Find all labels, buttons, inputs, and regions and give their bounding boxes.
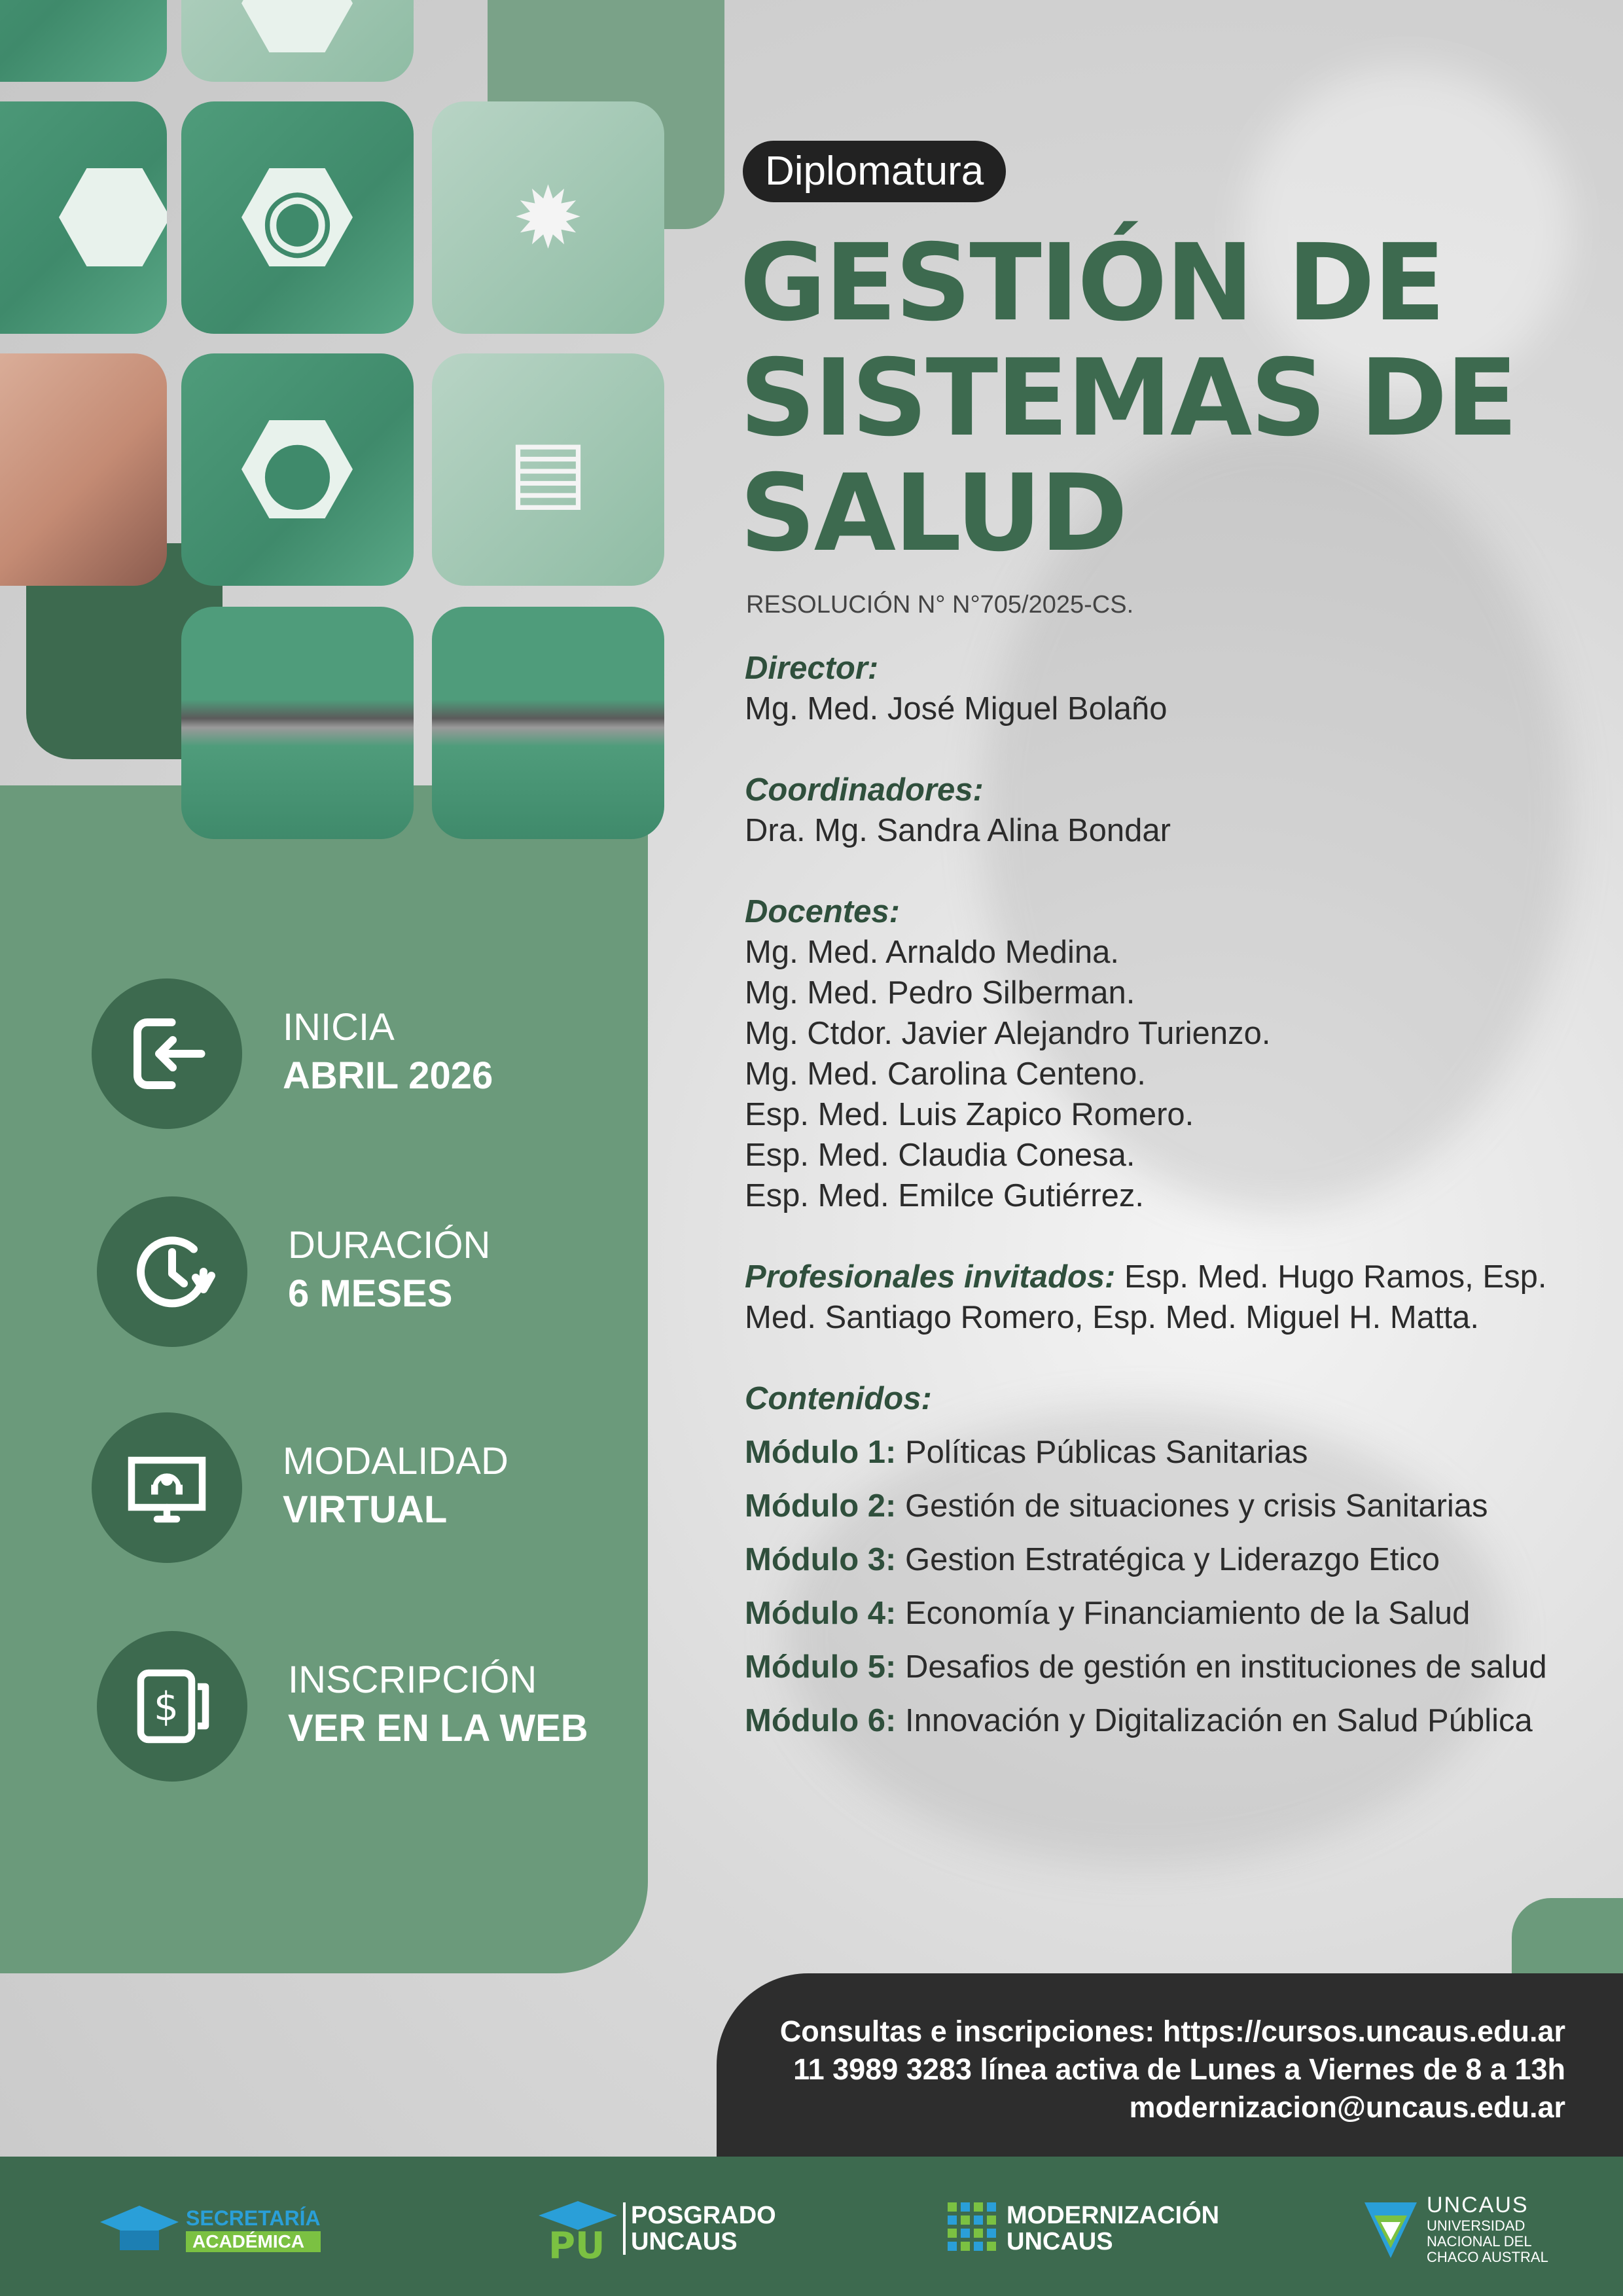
feature-label: INSCRIPCIÓN <box>288 1659 537 1701</box>
director-block <box>745 648 1589 729</box>
module-item <box>745 1486 1589 1526</box>
clock-icon <box>97 1196 247 1347</box>
contact-email[interactable]: modernizacion@uncaus.edu.ar <box>1129 2090 1565 2124</box>
left-green-panel <box>0 785 648 1973</box>
module-name: Módulo 3: <box>745 1542 897 1577</box>
uncaus-emblem-icon <box>1361 2196 1420 2261</box>
title-line: GESTIÓN DE <box>740 222 1444 345</box>
contact-line: 11 3989 3283 línea activa de Lunes a Viernes de 8 a 13h <box>793 2053 1565 2086</box>
docente-name: Mg. Ctdor. Javier Alejandro Turienzo. <box>745 1016 1271 1051</box>
image-tile <box>0 101 167 334</box>
course-info <box>745 648 1589 1754</box>
module-text: Innovación y Digitalización en Salud Pública <box>896 1703 1533 1738</box>
logo-text: POSGRADO <box>631 2202 776 2229</box>
svg-text:$: $ <box>153 1684 179 1730</box>
invitados-text: Esp. Med. Hugo Ramos, Esp. Med. Santiago Romero, Esp. Med. Miguel H. Matta. <box>745 1259 1547 1335</box>
person-icon-tile <box>181 353 414 586</box>
page-title <box>740 222 1577 575</box>
secretaria-academica-logo <box>97 2196 321 2261</box>
feature-label: DURACIÓN <box>288 1224 491 1266</box>
module-name: Módulo 1: <box>745 1435 897 1470</box>
feature-duracion <box>97 1196 633 1347</box>
document-icon-tile <box>432 353 664 586</box>
logo-text: CHACO AUSTRAL <box>1427 2248 1548 2265</box>
docente-name: Esp. Med. Claudia Conesa. <box>745 1138 1135 1173</box>
hand-image-tile <box>0 353 167 586</box>
logo-text: UNCAUS <box>1427 2192 1529 2217</box>
docente-name: Mg. Med. Arnaldo Medina. <box>745 935 1119 970</box>
module-item <box>745 1432 1589 1473</box>
module-name: Módulo 4: <box>745 1596 897 1631</box>
coordinadores-label: Coordinadores: <box>745 772 984 808</box>
module-item <box>745 1539 1589 1580</box>
feature-value: 6 MESES <box>288 1272 453 1315</box>
feature-value: VER EN LA WEB <box>288 1707 588 1749</box>
resolution-text: RESOLUCIÓN N° N°705/2025-CS. <box>746 591 1134 619</box>
feature-modalidad <box>92 1412 628 1563</box>
coordinadores-block <box>745 770 1589 851</box>
module-text: Desafios de gestión en instituciones de salud <box>896 1649 1547 1685</box>
invitados-label: Profesionales invitados: <box>745 1259 1116 1295</box>
module-item <box>745 1647 1589 1687</box>
logo-text: UNCAUS <box>1007 2228 1113 2255</box>
feature-value: VIRTUAL <box>283 1488 448 1531</box>
module-name: Módulo 2: <box>745 1488 897 1524</box>
module-name: Módulo 5: <box>745 1649 897 1685</box>
director-name: Mg. Med. José Miguel Bolaño <box>745 691 1168 726</box>
monitor-headset-icon <box>92 1412 242 1563</box>
phone-image-tile <box>181 607 414 839</box>
document-icon: ▤ <box>508 420 588 520</box>
module-name: Módulo 6: <box>745 1703 897 1738</box>
login-icon <box>92 978 242 1129</box>
module-text: Gestión de situaciones y crisis Sanitarias <box>896 1488 1488 1524</box>
diplomatura-badge: Diplomatura <box>743 141 1006 202</box>
posgrado-uncaus-logo <box>535 2196 776 2261</box>
virus-icon-tile <box>432 101 664 334</box>
invitados-block <box>745 1257 1589 1338</box>
image-tile <box>181 0 414 82</box>
svg-text:PU: PU <box>548 2225 605 2261</box>
docente-name: Mg. Med. Carolina Centeno. <box>745 1056 1146 1092</box>
module-text: Economía y Financiamiento de la Salud <box>896 1596 1471 1631</box>
graduation-cap-icon <box>97 2199 182 2258</box>
feature-inscripcion <box>97 1631 633 1782</box>
logo-text: ACADÉMICA <box>186 2231 321 2252</box>
feature-inicia <box>92 978 628 1129</box>
module-text: Políticas Públicas Sanitarias <box>896 1435 1308 1470</box>
module-item <box>745 1700 1589 1741</box>
payment-icon <box>97 1631 247 1782</box>
feature-label: INICIA <box>283 1006 395 1049</box>
contenidos-block <box>745 1378 1589 1741</box>
docentes-block <box>745 891 1589 1216</box>
docente-name: Esp. Med. Emilce Gutiérrez. <box>745 1178 1144 1213</box>
logo-text: UNIVERSIDAD <box>1427 2217 1525 2234</box>
logo-text: NACIONAL DEL <box>1427 2233 1532 2250</box>
title-line: SISTEMAS DE <box>740 337 1516 460</box>
director-label: Director: <box>745 651 879 686</box>
eye-icon-tile <box>181 101 414 334</box>
module-item <box>745 1593 1589 1634</box>
contact-line[interactable]: Consultas e inscripciones: https://cursos.uncaus.edu.ar <box>779 2015 1565 2048</box>
docente-name: Mg. Med. Pedro Silberman. <box>745 975 1135 1011</box>
feature-label: MODALIDAD <box>283 1440 508 1482</box>
feature-value: ABRIL 2026 <box>283 1054 493 1097</box>
person-icon: ● <box>260 420 335 520</box>
eye-icon: ◉ <box>260 168 335 268</box>
coordinadores-name: Dra. Mg. Sandra Alina Bondar <box>745 813 1171 848</box>
title-line: SALUD <box>740 452 1126 575</box>
contenidos-label: Contenidos: <box>745 1381 932 1416</box>
modernizacion-uncaus-logo <box>948 2196 1219 2261</box>
logo-text: UNCAUS <box>631 2228 738 2255</box>
docentes-label: Docentes: <box>745 894 900 929</box>
contact-box <box>717 1973 1623 2157</box>
pixel-grid-icon <box>948 2202 1000 2255</box>
uncaus-logo <box>1361 2192 1548 2265</box>
image-tile <box>0 0 167 82</box>
logo-text: SECRETARÍA <box>186 2206 321 2230</box>
footer <box>0 2157 1623 2296</box>
phone-image-tile <box>432 607 664 839</box>
docente-name: Esp. Med. Luis Zapico Romero. <box>745 1097 1194 1132</box>
module-text: Gestion Estratégica y Liderazgo Etico <box>896 1542 1440 1577</box>
logo-text: MODERNIZACIÓN <box>1007 2202 1220 2229</box>
posgrado-icon <box>535 2196 620 2261</box>
virus-icon: ✹ <box>512 168 584 268</box>
